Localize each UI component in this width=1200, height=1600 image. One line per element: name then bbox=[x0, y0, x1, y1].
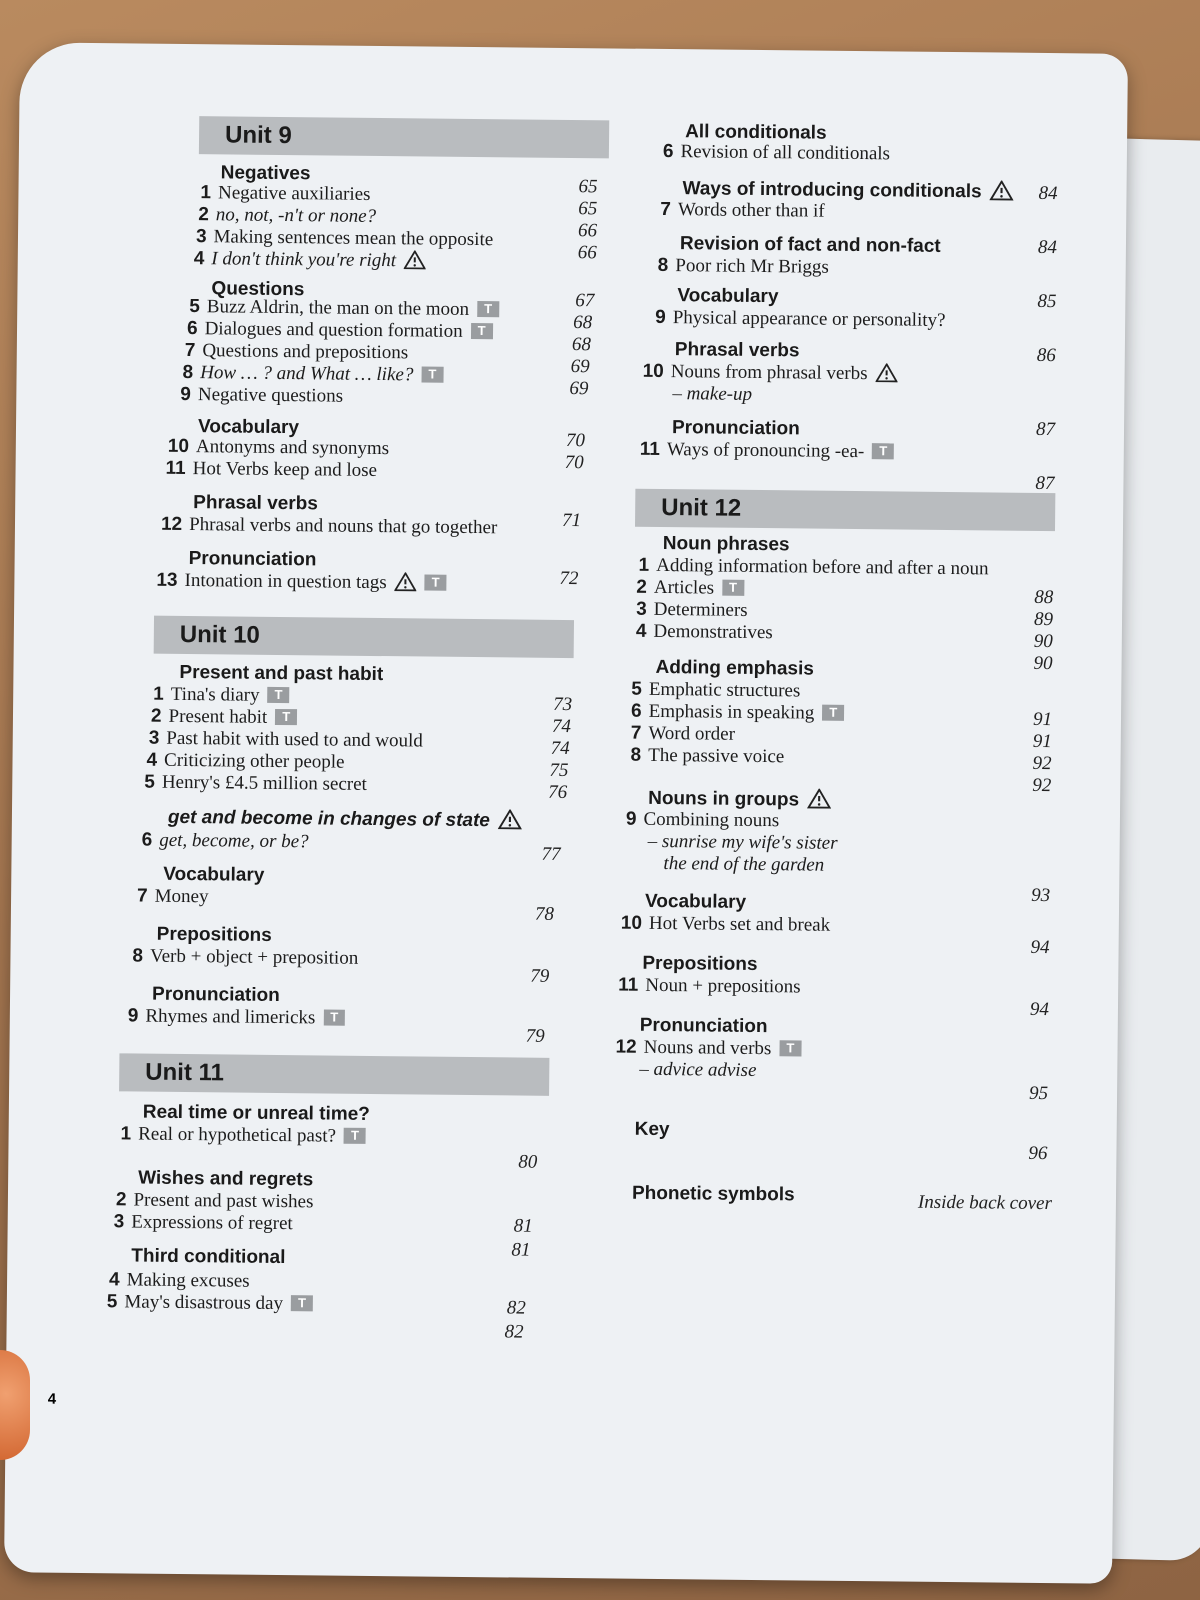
page-ref: 69 bbox=[569, 378, 589, 400]
book-page bbox=[4, 42, 1128, 1584]
list-item: 12 Phrasal verbs and nouns that go together bbox=[160, 513, 498, 539]
item-text: Ways of pronouncing -ea- bbox=[666, 439, 865, 463]
list-item: 1 Negative auxiliaries bbox=[200, 182, 371, 205]
item-text: Demonstratives bbox=[653, 620, 773, 644]
section-heading: Phrasal verbs bbox=[193, 492, 318, 515]
list-item: 7 Questions and prepositions bbox=[184, 339, 409, 364]
list-item: 2 no, not, -n't or none? bbox=[198, 204, 377, 227]
t-badge: T bbox=[779, 1040, 801, 1056]
section-heading: Wishes and regrets bbox=[138, 1167, 314, 1191]
item-text: Nouns from phrasal verbs bbox=[670, 361, 868, 385]
page-ref: 76 bbox=[548, 781, 568, 804]
item-text: Poor rich Mr Briggs bbox=[675, 255, 829, 278]
item-text: Words other than if bbox=[677, 199, 825, 222]
item-text: Verb + object + preposition bbox=[149, 945, 359, 969]
item-text: Past habit with used to and would bbox=[166, 727, 423, 752]
t-badge: T bbox=[722, 580, 744, 596]
item-text: Money bbox=[154, 885, 209, 908]
page-ref: 65 bbox=[578, 176, 598, 198]
list-item: 9 Negative questions bbox=[180, 383, 344, 407]
page-number: 4 bbox=[47, 1390, 57, 1408]
section-heading: Pronunciation bbox=[671, 417, 800, 440]
page-ref: 89 bbox=[1033, 608, 1054, 631]
list-item: 6 Revision of all conditionals bbox=[662, 140, 891, 165]
section-heading: Pronunciation bbox=[639, 1014, 768, 1038]
page-ref: 81 bbox=[513, 1215, 533, 1237]
item-text: Articles bbox=[653, 576, 715, 599]
t-badge: T bbox=[275, 709, 297, 725]
t-badge: T bbox=[477, 301, 499, 317]
item-text: I don't think you're right bbox=[211, 248, 397, 272]
list-item: 11 Hot Verbs keep and lose bbox=[165, 457, 378, 482]
page-ref: 94 bbox=[1029, 998, 1050, 1021]
page-ref: 88 bbox=[1034, 586, 1054, 609]
list-item: 9 Physical appearance or personality? bbox=[655, 306, 946, 331]
list-item: 12 Nouns and verbs T bbox=[615, 1037, 801, 1061]
item-text: Making sentences mean the opposite bbox=[213, 226, 494, 251]
page-ref: 91 bbox=[1032, 730, 1052, 753]
t-badge: T bbox=[872, 443, 894, 459]
item-text: Buzz Aldrin, the man on the moon bbox=[206, 296, 470, 320]
page-ref: 93 bbox=[1031, 884, 1051, 907]
list-item: 3 Determiners bbox=[636, 598, 748, 621]
section-heading: Vocabulary bbox=[644, 890, 747, 913]
unit-title: Unit 10 bbox=[179, 620, 261, 649]
section-heading: get and become in changes of state bbox=[168, 806, 522, 833]
section-heading: Vocabulary bbox=[163, 863, 265, 886]
warning-icon bbox=[807, 789, 831, 809]
item-text: Antonyms and synonyms bbox=[195, 436, 390, 460]
warning-icon bbox=[395, 572, 417, 591]
section-heading: Ways of introducing conditionals bbox=[682, 177, 1013, 203]
t-badge: T bbox=[471, 323, 493, 339]
section-heading: Vocabulary bbox=[677, 285, 779, 308]
page-ref: 70 bbox=[565, 429, 586, 452]
page-ref: 95 bbox=[1028, 1082, 1049, 1105]
page-ref: 68 bbox=[573, 312, 593, 334]
section-heading: Revision of fact and non-fact bbox=[679, 233, 941, 257]
page-ref: 85 bbox=[1037, 290, 1057, 313]
t-badge: T bbox=[344, 1128, 366, 1144]
page-ref: 65 bbox=[578, 198, 598, 220]
item-text: Combining nouns bbox=[643, 808, 780, 832]
page-ref: 81 bbox=[511, 1239, 531, 1261]
page-ref: 71 bbox=[561, 509, 582, 532]
section-heading: Phrasal verbs bbox=[674, 339, 800, 362]
list-item: 10 Hot Verbs set and break bbox=[620, 912, 831, 936]
page-ref: 68 bbox=[571, 334, 592, 356]
item-text: Noun + prepositions bbox=[645, 974, 801, 998]
section-heading: Negatives bbox=[220, 162, 311, 185]
unit-9-header bbox=[199, 116, 609, 158]
list-item: 8 The passive voice bbox=[630, 744, 785, 768]
t-badge: T bbox=[323, 1009, 345, 1025]
page-ref: 66 bbox=[577, 242, 597, 264]
item-text: Making excuses bbox=[126, 1269, 250, 1292]
page-ref: 77 bbox=[541, 843, 561, 865]
item-text: Determiners bbox=[653, 598, 748, 621]
example-note: – advice advise bbox=[639, 1058, 757, 1082]
list-item: 6 Emphasis in speaking T bbox=[631, 701, 844, 725]
item-text: Expressions of regret bbox=[131, 1211, 293, 1235]
t-badge: T bbox=[267, 687, 289, 703]
item-text: Real or hypothetical past? bbox=[138, 1123, 337, 1147]
item-text: Present habit bbox=[168, 705, 268, 728]
list-item: 9 Rhymes and limericks T bbox=[128, 1005, 346, 1029]
page-ref: 91 bbox=[1032, 708, 1053, 731]
list-item: 13 Intonation in question tags T bbox=[156, 570, 446, 595]
section-heading: Pronunciation bbox=[188, 548, 317, 571]
page-ref: 82 bbox=[504, 1321, 524, 1343]
list-item: 8 How … ? and What … like? T bbox=[182, 362, 443, 387]
finger bbox=[0, 1350, 30, 1460]
page-ref: 69 bbox=[570, 356, 590, 378]
item-text: Present and past wishes bbox=[133, 1189, 314, 1213]
page-ref: 84 bbox=[1038, 182, 1058, 205]
page-ref: 74 bbox=[551, 715, 572, 738]
item-text: Emphatic structures bbox=[648, 678, 801, 702]
list-item: 2 Present habit T bbox=[151, 706, 297, 730]
item-text: Negative auxiliaries bbox=[217, 182, 371, 205]
item-text: How … ? and What … like? bbox=[200, 362, 414, 386]
page-ref: 84 bbox=[1037, 236, 1058, 259]
item-text: Questions and prepositions bbox=[202, 340, 409, 364]
list-item: 6 get, become, or be? bbox=[141, 829, 309, 853]
item-text: Phrasal verbs and nouns that go together bbox=[189, 514, 498, 539]
item-text: Negative questions bbox=[197, 384, 344, 407]
page-ref: 79 bbox=[525, 1025, 545, 1047]
item-text: Physical appearance or personality? bbox=[672, 307, 946, 331]
section-heading: Nouns in groups bbox=[648, 787, 831, 812]
page-ref: 79 bbox=[530, 965, 550, 987]
list-item: 11 Noun + prepositions bbox=[618, 974, 801, 998]
t-badge: T bbox=[291, 1295, 313, 1311]
list-item: 5 Buzz Aldrin, the man on the moon T bbox=[189, 296, 499, 321]
warning-icon bbox=[498, 809, 522, 829]
page-ref: 92 bbox=[1032, 774, 1052, 797]
page-ref: 75 bbox=[549, 759, 569, 782]
item-text: get, become, or be? bbox=[159, 829, 309, 853]
list-item: 3 Expressions of regret bbox=[113, 1211, 293, 1235]
unit-title: Unit 11 bbox=[145, 1058, 225, 1087]
item-text: Hot Verbs keep and lose bbox=[192, 458, 378, 482]
section-heading: Prepositions bbox=[642, 952, 758, 976]
page-ref: 74 bbox=[550, 737, 570, 760]
page-ref: 90 bbox=[1033, 630, 1053, 653]
page-ref: 70 bbox=[564, 451, 584, 474]
list-item: 4 Demonstratives bbox=[635, 620, 773, 644]
warning-icon bbox=[875, 363, 897, 382]
list-item: 2 Articles T bbox=[636, 577, 744, 600]
item-text: Adding information before and after a noun bbox=[656, 554, 989, 580]
page-ref: 82 bbox=[506, 1297, 526, 1319]
list-item: 3 Past habit with used to and would bbox=[148, 727, 423, 752]
section-heading: Real time or unreal time? bbox=[142, 1101, 370, 1125]
page-ref: 96 bbox=[1028, 1142, 1048, 1165]
list-item: 9 Combining nouns bbox=[625, 808, 780, 832]
section-heading: Third conditional bbox=[131, 1245, 286, 1269]
item-text: Word order bbox=[648, 722, 736, 745]
page-ref: 80 bbox=[518, 1151, 538, 1173]
list-item: 1 Tina's diary T bbox=[153, 684, 290, 707]
page-ref: 92 bbox=[1032, 752, 1052, 775]
t-badge: T bbox=[421, 366, 443, 382]
page-ref: 86 bbox=[1036, 344, 1056, 367]
unit-10-header bbox=[154, 616, 574, 658]
item-text: Criticizing other people bbox=[163, 749, 345, 773]
warning-icon bbox=[990, 180, 1014, 200]
page-ref: 87 bbox=[1035, 418, 1056, 441]
item-text: no, not, -n't or none? bbox=[215, 204, 377, 227]
list-item: 4 I don't think you're right bbox=[194, 248, 427, 272]
list-item: 10 Nouns from phrasal verbs bbox=[643, 361, 898, 386]
item-text: Revision of all conditionals bbox=[680, 141, 891, 165]
list-item: 2 Present and past wishes bbox=[115, 1189, 314, 1213]
page-ref: 73 bbox=[553, 693, 573, 716]
item-text: Nouns and verbs bbox=[643, 1036, 772, 1060]
section-heading: All conditionals bbox=[685, 121, 827, 144]
section-heading: Vocabulary bbox=[197, 416, 300, 439]
warning-icon bbox=[404, 250, 426, 269]
item-text: May's disastrous day bbox=[124, 1291, 284, 1315]
list-item: 7 Money bbox=[136, 885, 209, 908]
list-item: 3 Making sentences mean the opposite bbox=[195, 226, 494, 251]
example-note: – make-up bbox=[672, 383, 753, 405]
unit-11-header bbox=[119, 1053, 549, 1096]
page-ref: 72 bbox=[559, 567, 579, 590]
item-text: The passive voice bbox=[648, 744, 785, 768]
list-item: 4 Making excuses bbox=[108, 1269, 250, 1292]
list-item: 5 Emphatic structures bbox=[631, 678, 801, 702]
t-badge: T bbox=[822, 705, 844, 721]
list-item: 5 May's disastrous day T bbox=[107, 1291, 313, 1315]
section-heading: Prepositions bbox=[156, 923, 272, 946]
page-ref: Inside back cover bbox=[917, 1191, 1053, 1215]
item-text: Intonation in question tags bbox=[184, 569, 387, 594]
t-badge: T bbox=[425, 575, 447, 591]
example-note: – sunrise my wife's sister bbox=[647, 830, 838, 854]
page-ref: 67 bbox=[575, 290, 595, 312]
list-item: 10 Antonyms and synonyms bbox=[167, 435, 390, 460]
item-text: Emphasis in speaking bbox=[648, 700, 815, 724]
page-ref: 66 bbox=[577, 220, 598, 242]
list-item: 5 Henry's £4.5 million secret bbox=[144, 771, 367, 795]
unit-title: Unit 9 bbox=[224, 121, 292, 150]
list-item: 7 Words other than if bbox=[660, 198, 825, 222]
list-item: 1 Real or hypothetical past? T bbox=[120, 1123, 366, 1148]
item-text: Tina's diary bbox=[170, 683, 260, 706]
example-note: the end of the garden bbox=[663, 853, 825, 876]
key-heading: Key bbox=[634, 1118, 670, 1141]
section-heading: Pronunciation bbox=[151, 983, 280, 1007]
unit-title: Unit 12 bbox=[661, 493, 742, 522]
list-item: 7 Word order bbox=[630, 722, 736, 745]
page-ref: 78 bbox=[534, 903, 555, 925]
page-ref: 90 bbox=[1033, 652, 1053, 675]
item-text: Hot Verbs set and break bbox=[648, 912, 831, 936]
item-text: Henry's £4.5 million secret bbox=[161, 771, 367, 795]
list-item: 4 Criticizing other people bbox=[146, 749, 345, 773]
item-text: Dialogues and question formation bbox=[204, 318, 463, 342]
page-ref: 94 bbox=[1030, 936, 1050, 959]
section-heading: Noun phrases bbox=[662, 532, 790, 556]
phonetic-symbols-heading: Phonetic symbols bbox=[631, 1182, 795, 1206]
unit-12-header bbox=[635, 489, 1055, 531]
list-item: 8 Verb + object + preposition bbox=[132, 945, 359, 969]
list-item: 6 Dialogues and question formation T bbox=[187, 318, 493, 343]
item-text: Rhymes and limericks bbox=[145, 1005, 316, 1029]
page-ref: 87 bbox=[1035, 472, 1055, 495]
section-heading: Present and past habit bbox=[179, 661, 384, 686]
list-item: 1 Adding information before and after a noun bbox=[638, 554, 989, 580]
list-item: 8 Poor rich Mr Briggs bbox=[657, 254, 829, 278]
section-heading: Questions bbox=[211, 278, 305, 301]
list-item: 11 Ways of pronouncing -ea- T bbox=[640, 439, 895, 464]
section-heading: Adding emphasis bbox=[655, 656, 814, 680]
